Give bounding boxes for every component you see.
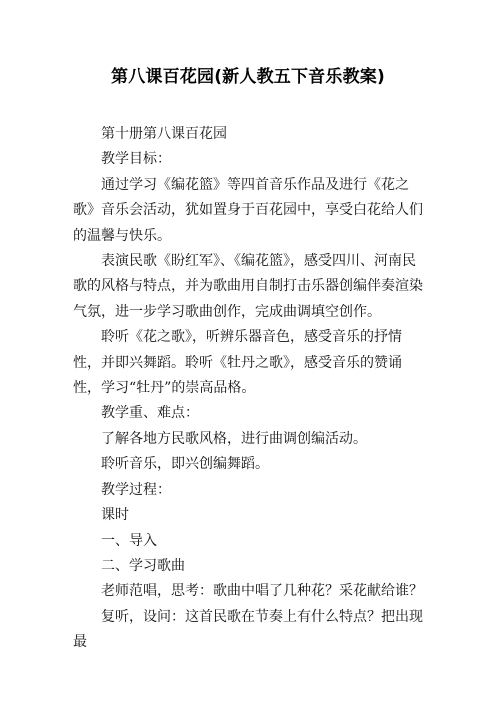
paragraph-lesson-period: 课时 bbox=[101, 507, 129, 524]
paragraph-objective-2: 表演民歌《盼红军》、《编花篮》，感受四川、河南民歌的风格与特点，并为歌曲用自制打击乐器创编伴奏渲染气氛，进一步学习歌曲创作，完成曲调填空创作。 bbox=[73, 253, 423, 320]
paragraph-process-heading: 教学过程： bbox=[101, 481, 171, 498]
document-title: 第八课百花园(新人教五下音乐教案) bbox=[111, 67, 385, 87]
paragraph-section-learn-song: 二、学习歌曲 bbox=[101, 557, 185, 574]
paragraph-teacher-demo: 老师范唱，思考：歌曲中唱了几种花？采花献给谁？ bbox=[101, 583, 423, 600]
paragraph-keypoints-heading: 教学重、难点： bbox=[101, 405, 199, 422]
paragraph-objective-1: 通过学习《编花篮》等四首音乐作品及进行《花之歌》音乐会活动，犹如置身于百花园中，享受白花给人们的温馨与快乐。 bbox=[73, 176, 423, 244]
paragraph-objectives-heading: 教学目标： bbox=[101, 151, 171, 168]
paragraph-section-intro: 一、导入 bbox=[101, 532, 157, 549]
paragraph-keypoint-2: 聆听音乐，即兴创编舞蹈。 bbox=[101, 456, 269, 473]
paragraph-objective-3: 聆听《花之歌》，听辨乐器音色，感受音乐的抒情性，并即兴舞蹈。聆听《牡丹之歌》，感受音乐的赞诵性，学习“牡丹”的崇高品格。 bbox=[73, 329, 402, 397]
document-body bbox=[73, 122, 425, 656]
paragraph-keypoint-1: 了解各地方民歌风格，进行曲调创编活动。 bbox=[101, 430, 367, 447]
paragraph-book-lesson: 第十册第八课百花园 bbox=[101, 126, 227, 142]
paragraph-relisten: 复听，设问：这首民歌在节奏上有什么特点？把出现最 bbox=[73, 608, 423, 651]
